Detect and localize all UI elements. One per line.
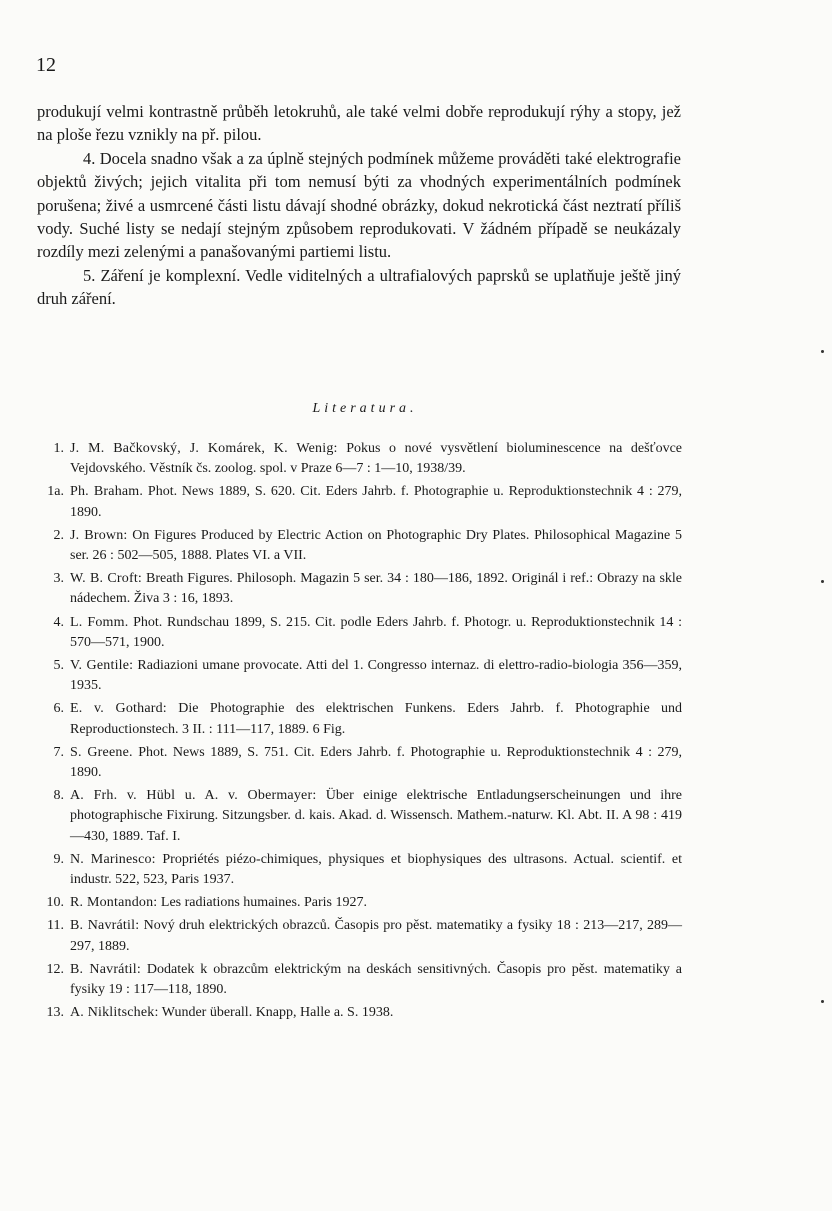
- reference-item: [36, 656, 682, 696]
- reference-text: Radiazioni umane provocate. Atti del 1. Congresso internaz. di elettro-radio-biologia 356—359, 1935.: [70, 658, 683, 694]
- reference-text: On Figures Produced by Electric Action on Photographic Dry Plates. Philosophical Magazine 5 ser. 26 : 502—505, 1888. Plates VI. a VII.: [70, 527, 683, 564]
- reference-text: Propriétés piézo-chimiques, physiques et biophysiques des ultrasons. Actual. scientif. et industr. 522, 523, Paris 1937.: [70, 851, 682, 888]
- reference-author: S. Greene.: [70, 744, 133, 760]
- reference-list: [36, 439, 682, 1026]
- reference-number: 3.: [53, 571, 64, 587]
- reference-body: [70, 743, 682, 783]
- reference-number: 7.: [53, 744, 64, 760]
- reference-author: R. Montandon:: [70, 895, 158, 911]
- reference-text: Über einige elektrische Entladungserscheinungen und ihre photographische Fixirung. Sitzungsber. d. kais. Akad. d. Wissensch. Mathem.-naturw. Kl. Abt. II. A 98 : 419—430, 1889. Taf. I.: [70, 788, 682, 844]
- reference-item: [36, 960, 682, 1000]
- reference-author: W. B. Croft:: [70, 571, 143, 587]
- reference-author: L. Fomm.: [70, 614, 129, 630]
- reference-body: [70, 482, 682, 522]
- reference-item: [36, 569, 682, 609]
- reference-number: 2.: [53, 527, 64, 543]
- reference-item: [36, 743, 682, 783]
- reference-number: 13.: [46, 1005, 64, 1021]
- reference-text: Phot. Rundschau 1899, S. 215. Cit. podle Eders Jahrb. f. Photogr. u. Reproduktionstechnik 14 : 570—571, 1900.: [70, 614, 682, 650]
- reference-number: 4.: [53, 614, 64, 630]
- reference-author: N. Marinesco:: [70, 851, 156, 867]
- reference-item: [36, 916, 682, 956]
- reference-body: [70, 439, 682, 479]
- reference-number: 1a.: [47, 484, 64, 500]
- reference-author: B. Navrátil:: [70, 918, 140, 934]
- reference-body: [70, 916, 682, 956]
- margin-speck: [821, 350, 824, 353]
- reference-text: Les radiations humaines. Paris 1927.: [160, 895, 367, 911]
- reference-text: Wunder überall. Knapp, Halle a. S. 1938.: [161, 1005, 394, 1021]
- reference-number: 8.: [53, 788, 64, 804]
- reference-text: Breath Figures. Philosoph. Magazin 5 ser. 34 : 180—186, 1892. Originál i ref.: Obrazy na skle nádechem. Živa 3 : 16, 1893.: [70, 571, 683, 607]
- reference-body: [70, 656, 682, 696]
- reference-author: V. Gentile:: [70, 658, 134, 674]
- reference-item: [36, 439, 682, 479]
- margin-speck: [821, 580, 824, 583]
- reference-body: [70, 613, 682, 653]
- reference-author: A. Niklitschek:: [70, 1005, 159, 1021]
- reference-item: [36, 482, 682, 522]
- reference-author: A. Frh. v. Hübl u. A. v. Obermayer:: [70, 788, 317, 804]
- reference-author: B. Navrátil:: [70, 961, 141, 977]
- reference-body: [70, 960, 682, 1000]
- reference-number: 1.: [53, 441, 64, 456]
- reference-number: 10.: [46, 895, 64, 911]
- reference-text: Die Photographie des elektrischen Funkens. Eders Jahrb. f. Photographie und Reproductionstech. 3 II. : 111—117, 1889. 6 Fig.: [70, 701, 683, 737]
- reference-body: [70, 893, 682, 913]
- paragraph: 5. Záření je komplexní. Vedle viditelných a ultrafialových paprsků se uplatňuje ještě jiný druh záření.: [37, 265, 681, 309]
- reference-body: [70, 569, 682, 609]
- reference-number: 12.: [46, 961, 64, 977]
- paragraph: produkují velmi kontrastně průběh letokruhů, ale také velmi dobře reprodukují rýhy a stopy, jež na ploše řezu vznikly na př. pilou.: [37, 102, 681, 145]
- reference-author: J. M. Bačkovský, J. Komárek, K. Wenig:: [70, 441, 338, 456]
- reference-text: Phot. News 1889, S. 751. Cit. Eders Jahrb. f. Photographie u. Reproduktionstechnik 4 : 279, 1890.: [70, 744, 682, 781]
- reference-body: [70, 1003, 682, 1023]
- reference-item: [36, 526, 682, 566]
- reference-body: [70, 699, 682, 739]
- reference-author: J. Brown:: [70, 527, 128, 543]
- reference-text: Nový druh elektrických obrazců. Časopis pro pěst. matematiky a fysiky 18 : 213—217, 289—297, 1889.: [70, 918, 683, 954]
- reference-item: [36, 786, 682, 847]
- reference-text: Pokus o nové vysvětlení bioluminescence na dešťovce Vejdovského. Věstník čs. zoolog. spol. v Praze 6—7 : 1—10, 1938/39.: [70, 441, 682, 477]
- reference-item: [36, 613, 682, 653]
- paragraph: 4. Docela snadno však a za úplně stejných podmínek můžeme prováděti také elektrografie objektů živých; jejich vitalita při tom nemusí býti za vhodných experimentálních podmínek porušena; živé a usmrcené části listu dávají shodné obrázky, dokud nekrotická část neztratí příliš vody. Suché listy se nedají stejným způsobem reprodukovati. V žádném případě se neukázaly rozdíly mezi zelenými a panašovanými partiemi listu.: [37, 148, 681, 262]
- reference-text: Phot. News 1889, S. 620. Cit. Eders Jahrb. f. Photographie u. Reproduktionstechnik 4 : 279, 1890.: [70, 484, 682, 520]
- reference-number: 5.: [53, 658, 64, 674]
- reference-body: [70, 850, 682, 890]
- reference-number: 11.: [47, 918, 64, 934]
- reference-author: E. v. Gothard:: [70, 701, 167, 717]
- reference-author: Ph. Braham.: [70, 484, 144, 500]
- reference-number: 9.: [53, 851, 64, 867]
- reference-item: [36, 850, 682, 890]
- reference-item: [36, 699, 682, 739]
- reference-body: [70, 526, 682, 566]
- reference-body: [70, 786, 682, 847]
- reference-item: [36, 1003, 682, 1023]
- page-number: 12: [36, 54, 56, 76]
- reference-item: [36, 893, 682, 913]
- section-title: Literatura.: [312, 401, 418, 416]
- body-text: [37, 100, 681, 311]
- reference-text: Dodatek k obrazcům elektrickým na deskách sensitivných. Časopis pro pěst. matematiky a fysiky 19 : 117—118, 1890.: [70, 961, 682, 998]
- reference-number: 6.: [53, 701, 64, 717]
- margin-speck: [821, 1000, 824, 1003]
